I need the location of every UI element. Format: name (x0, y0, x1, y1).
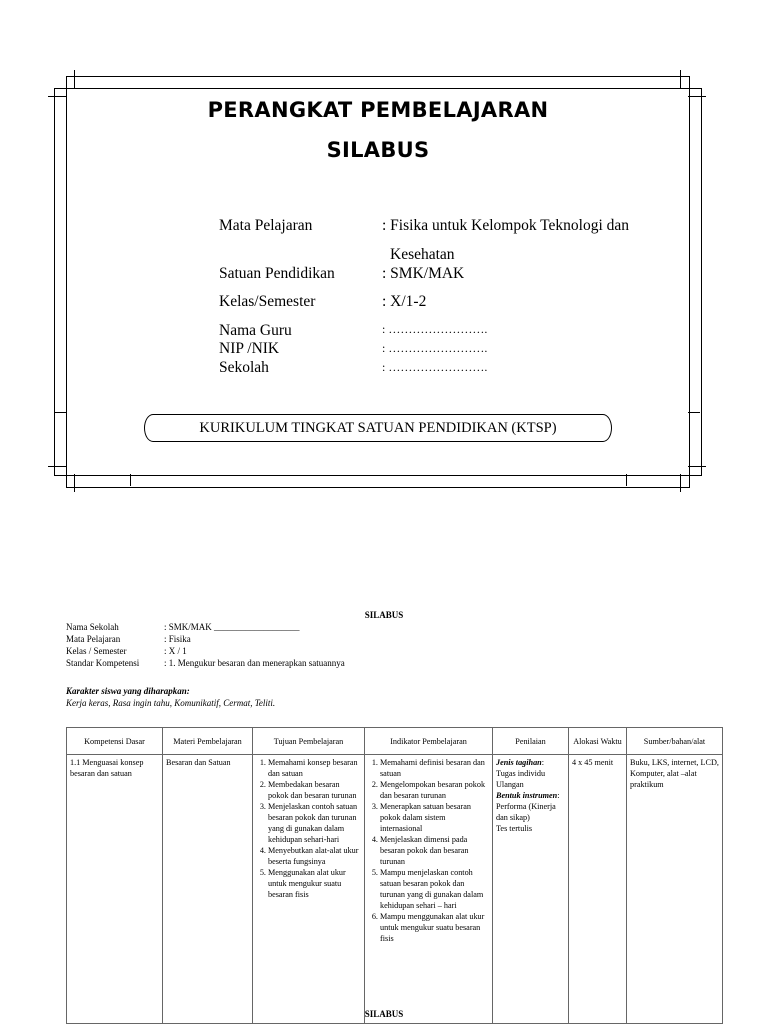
curriculum-banner: KURIKULUM TINGKAT SATUAN PENDIDIKAN (KTSP) (144, 414, 612, 442)
frame-notch (688, 96, 706, 97)
field-value-nama-guru: : ……………………. (382, 322, 488, 336)
info-value: : Fisika (164, 634, 191, 644)
list-item: 2. Mengelompokan besaran pokok dan besaran turunan (380, 779, 489, 801)
column-header: Sumber/bahan/alat (627, 728, 723, 755)
info-label: Nama Sekolah (66, 622, 119, 632)
cell-tujuan (253, 755, 365, 1024)
next-syllabus-heading: SILABUS (364, 1009, 404, 1019)
field-value-sekolah: : ……………………. (382, 360, 488, 374)
info-label: Kelas / Semester (66, 646, 127, 656)
frame-notch (130, 474, 131, 486)
field-label-nama-guru: Nama Guru (219, 322, 292, 339)
field-label-mata-pelajaran: Mata Pelajaran (219, 217, 313, 234)
list-item: 1. Memahami konsep besaran dan satuan (268, 757, 361, 779)
penilaian-jenis-value: Tugas individu (496, 769, 546, 778)
list-item: 5. Mampu menjelaskan contoh satuan besaran pokok dan turunan yang di gunakan dalam kehidupan sehari – hari (380, 867, 489, 911)
frame-notch (688, 412, 700, 413)
penilaian-jenis-value2: Ulangan (496, 780, 524, 789)
column-header: Penilaian (493, 728, 569, 755)
cell-alokasi: 4 x 45 menit (569, 755, 627, 1024)
info-value: : X / 1 (164, 646, 187, 656)
field-label-kelas-semester: Kelas/Semester (219, 293, 316, 310)
field-value-mata-pelajaran: : Fisika untuk Kelompok Teknologi dan (382, 217, 630, 234)
character-values: Kerja keras, Rasa ingin tahu, Komunikatif, Cermat, Teliti. (66, 698, 276, 708)
field-label-satuan-pendidikan: Satuan Pendidikan (219, 265, 335, 282)
info-value: : 1. Mengukur besaran dan menerapkan satuannya (164, 658, 345, 668)
field-value-kelas-semester: : X/1-2 (382, 293, 427, 310)
column-header: Kompetensi Dasar (67, 728, 163, 755)
table-header-row (67, 728, 723, 755)
frame-notch (54, 412, 66, 413)
info-label: Standar Kompetensi (66, 658, 140, 668)
cell-indikator (365, 755, 493, 1024)
frame-notch (74, 474, 75, 492)
list-item: 4. Menyebutkan alat-alat ukur beserta fungsinya (268, 845, 361, 867)
field-label-nip-nik: NIP /NIK (219, 340, 280, 357)
cover-title-line2: SILABUS (326, 138, 430, 162)
frame-notch (48, 466, 66, 467)
cell-sumber: Buku, LKS, internet, LCD, Komputer, alat –alat praktikum (627, 755, 723, 1024)
penilaian-bentuk: Bentuk instrumen: (496, 791, 560, 800)
cell-kompetensi: 1.1 Menguasai konsep besaran dan satuan (67, 755, 163, 1024)
cell-penilaian (493, 755, 569, 1024)
list-item: 6. Mampu menggunakan alat ukur untuk mengukur suatu besaran fisis (380, 911, 489, 944)
column-header: Alokasi Waktu (569, 728, 627, 755)
field-label-sekolah: Sekolah (219, 359, 269, 376)
frame-notch (48, 96, 66, 97)
column-header: Materi Pembelajaran (163, 728, 253, 755)
list-item: 5. Menggunakan alat ukur untuk mengukur suatu besaran fisis (268, 867, 361, 900)
list-item: 2. Membedakan besaran pokok dan besaran turunan (268, 779, 361, 801)
frame-notch (680, 70, 681, 88)
list-item: 3. Menerapkan satuan besaran pokok dalam sistem internasional (380, 801, 489, 834)
table-row (67, 755, 723, 1024)
penilaian-bentuk-value2: Tes tertulis (496, 824, 533, 833)
list-item: 4. Menjelaskan dimensi pada besaran pokok dan besaran turunan (380, 834, 489, 867)
syllabus-heading: SILABUS (364, 610, 404, 620)
frame-notch (626, 474, 627, 486)
info-value: : SMK/MAK ___________________ (164, 622, 300, 632)
penilaian-bentuk-value: Performa (Kinerja dan sikap) (496, 802, 556, 822)
column-header: Tujuan Pembelajaran (253, 728, 365, 755)
penilaian-bentuk-label: Bentuk instrumen (496, 791, 558, 800)
frame-notch (74, 70, 75, 88)
list-item: 1. Memahami definisi besaran dan satuan (380, 757, 489, 779)
syllabus-table (66, 727, 723, 1024)
penilaian-jenis: Jenis tagihan: Tugas individu (496, 758, 546, 778)
penilaian-jenis-label: Jenis tagihan (496, 758, 542, 767)
indikator-list (368, 757, 489, 944)
list-item: 3. Menjelaskan contoh satuan besaran pokok dan turunan yang di gunakan dalam kehidupan sehari-hari (268, 801, 361, 845)
cover-title-line1: PERANGKAT PEMBELAJARAN (207, 98, 549, 122)
column-header: Indikator Pembelajaran (365, 728, 493, 755)
frame-notch (680, 474, 681, 492)
field-value-mata-pelajaran-cont: Kesehatan (390, 246, 455, 263)
field-value-satuan-pendidikan: : SMK/MAK (382, 265, 465, 282)
info-label: Mata Pelajaran (66, 634, 121, 644)
character-heading: Karakter siswa yang diharapkan: (66, 686, 190, 696)
cell-materi: Besaran dan Satuan (163, 755, 253, 1024)
tujuan-list (256, 757, 361, 900)
frame-notch (688, 466, 706, 467)
field-value-nip-nik: : ……………………. (382, 341, 488, 355)
character-heading-text: Karakter siswa yang diharapkan (66, 686, 187, 696)
